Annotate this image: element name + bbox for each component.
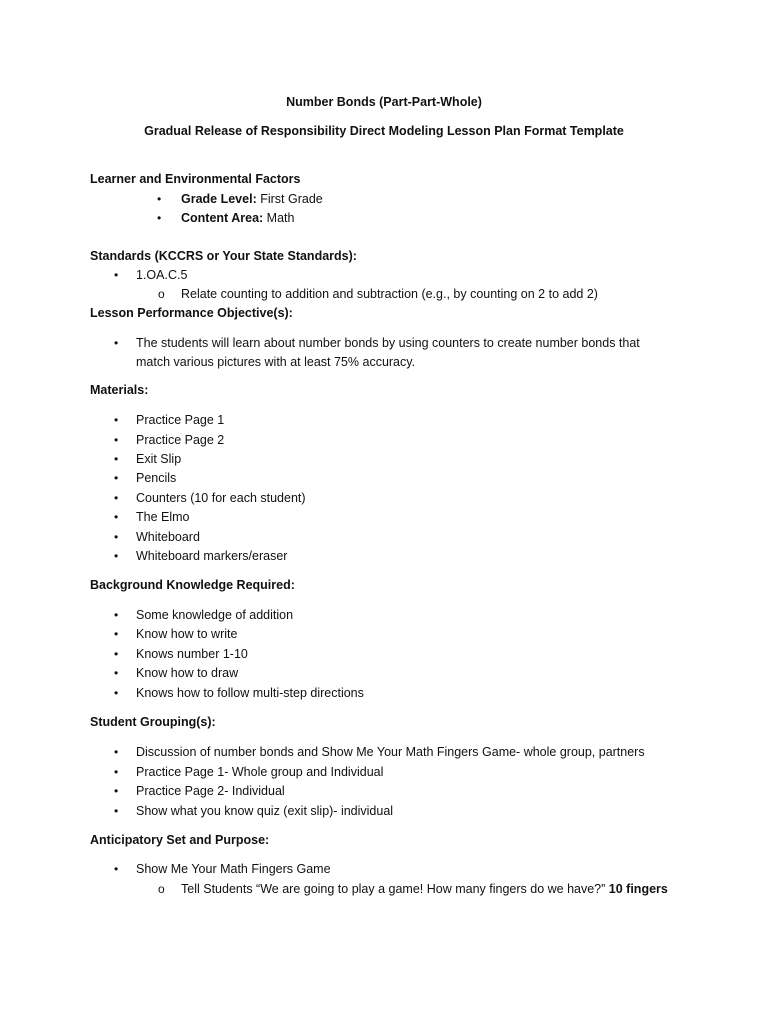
grade-label: Grade Level: — [181, 192, 257, 206]
sub-bullet-icon: o — [158, 287, 165, 301]
bullet-icon: • — [157, 211, 162, 225]
document-title: Number Bonds (Part-Part-Whole) — [286, 95, 482, 109]
background-item: Knows number 1-10 — [136, 647, 248, 661]
materials-item: Exit Slip — [136, 452, 182, 466]
learner-heading: Learner and Environmental Factors — [90, 172, 301, 186]
objective-line-1: The students will learn about number bonds by using counters to create number bonds that — [136, 336, 640, 350]
materials-heading: Materials: — [90, 383, 149, 397]
bullet-icon: • — [114, 510, 119, 524]
bullet-icon: • — [114, 433, 119, 447]
materials-item: The Elmo — [136, 510, 190, 524]
grade-value: First Grade — [260, 192, 323, 206]
document-subtitle: Gradual Release of Responsibility Direct Modeling Lesson Plan Format Template — [144, 124, 624, 138]
bullet-icon: • — [114, 336, 119, 350]
bullet-icon: • — [114, 745, 119, 759]
grouping-item: Show what you know quiz (exit slip)- individual — [136, 804, 394, 818]
grouping-item: Discussion of number bonds and Show Me Your Math Fingers Game- whole group, partners — [136, 745, 645, 759]
grouping-item: Practice Page 1- Whole group and Individual — [136, 765, 384, 779]
bullet-icon: • — [114, 784, 119, 798]
anticipatory-heading: Anticipatory Set and Purpose: — [90, 833, 270, 847]
objective-line-2: match various pictures with at least 75% accuracy. — [136, 355, 416, 369]
bullet-icon: • — [114, 413, 119, 427]
bullet-icon: • — [114, 765, 119, 779]
bullet-icon: • — [114, 268, 119, 282]
standards-heading: Standards (KCCRS or Your State Standards): — [90, 249, 357, 263]
bullet-icon: • — [114, 862, 119, 876]
bullet-icon: • — [157, 192, 162, 206]
anticipatory-sub-item — [181, 880, 668, 899]
materials-item: Whiteboard markers/eraser — [136, 549, 288, 563]
standard-detail: Relate counting to addition and subtraction (e.g., by counting on 2 to add 2) — [181, 287, 598, 301]
bullet-icon: • — [114, 471, 119, 485]
grouping-item: Practice Page 2- Individual — [136, 784, 285, 798]
materials-item: Whiteboard — [136, 530, 200, 544]
content-label: Content Area: — [181, 211, 264, 225]
standard-code: 1.OA.C.5 — [136, 268, 188, 282]
materials-item: Counters (10 for each student) — [136, 491, 306, 505]
content-value: Math — [266, 211, 295, 225]
anticipatory-item: Show Me Your Math Fingers Game — [136, 862, 331, 876]
background-item: Know how to draw — [136, 666, 239, 680]
background-heading: Background Knowledge Required: — [90, 578, 295, 592]
content-area — [181, 209, 294, 228]
materials-item: Pencils — [136, 471, 177, 485]
anticipatory-sub-text: Tell Students “We are going to play a game! How many fingers do we have?” — [181, 882, 606, 896]
grade-level — [181, 190, 323, 209]
objective-heading: Lesson Performance Objective(s): — [90, 306, 293, 320]
materials-item: Practice Page 1 — [136, 413, 225, 427]
bullet-icon: • — [114, 666, 119, 680]
bullet-icon: • — [114, 452, 119, 466]
bullet-icon: • — [114, 804, 119, 818]
bullet-icon: • — [114, 647, 119, 661]
materials-item: Practice Page 2 — [136, 433, 225, 447]
background-item: Know how to write — [136, 627, 238, 641]
bullet-icon: • — [114, 549, 119, 563]
anticipatory-sub-bold: 10 fingers — [608, 882, 668, 896]
grouping-heading: Student Grouping(s): — [90, 715, 216, 729]
background-item: Knows how to follow multi-step directions — [136, 686, 364, 700]
bullet-icon: • — [114, 608, 119, 622]
bullet-icon: • — [114, 627, 119, 641]
sub-bullet-icon: o — [158, 882, 165, 896]
background-item: Some knowledge of addition — [136, 608, 294, 622]
bullet-icon: • — [114, 491, 119, 505]
bullet-icon: • — [114, 530, 119, 544]
bullet-icon: • — [114, 686, 119, 700]
